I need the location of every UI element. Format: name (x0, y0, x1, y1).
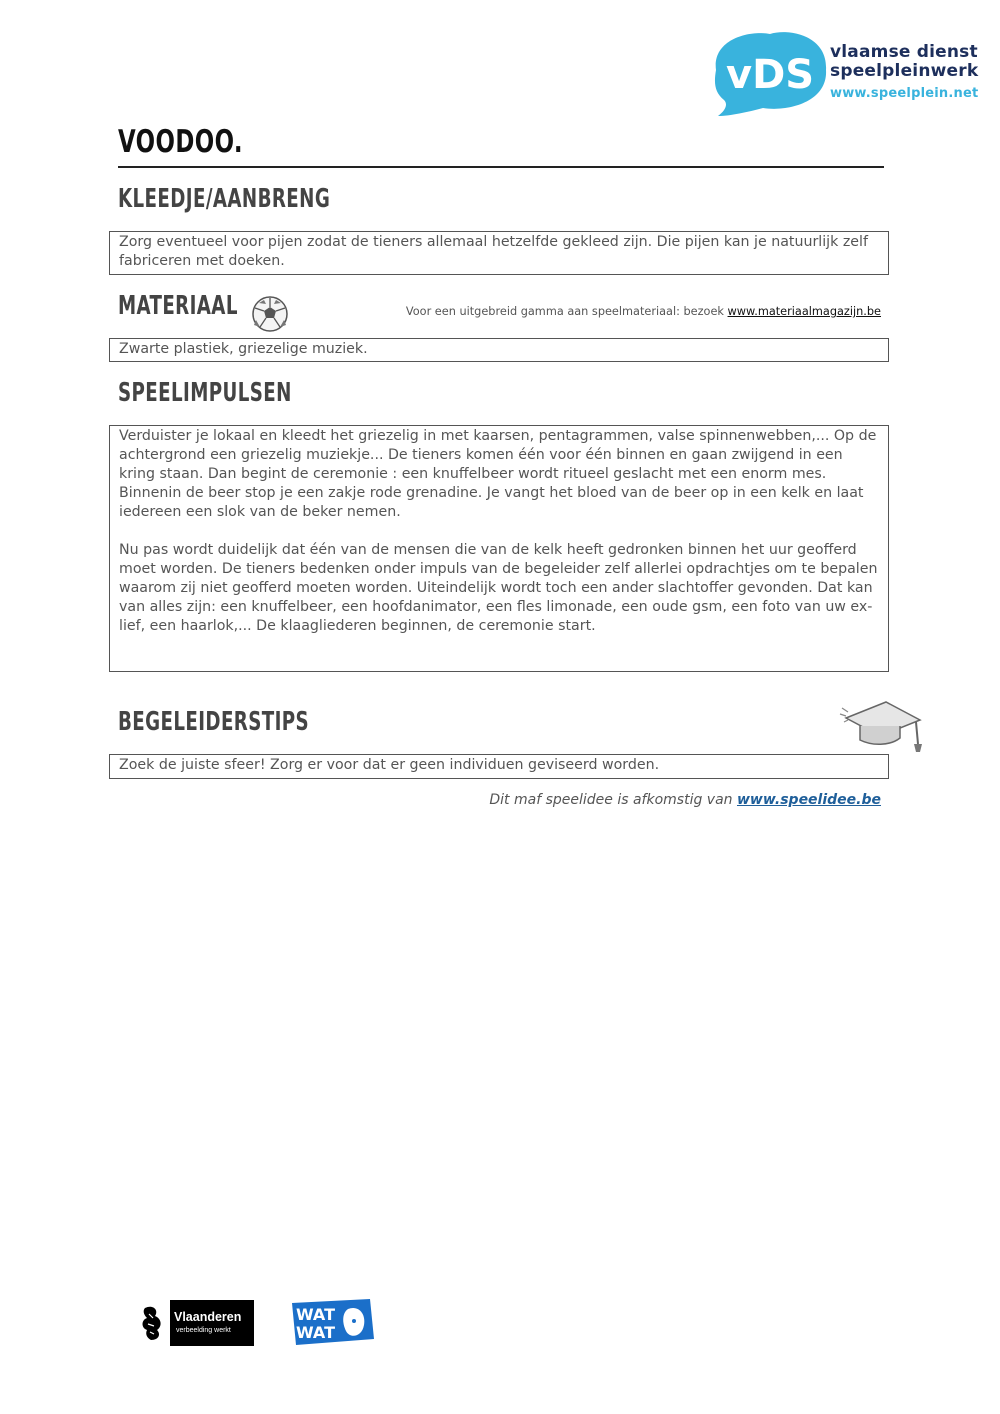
vlaanderen-tagline: verbeelding werkt (176, 1327, 231, 1334)
logo-line-1: vlaamse dienst (830, 42, 978, 62)
speelimpulsen-paragraph-2: Nu pas wordt duidelijk dat één van de mensen die van de kelk heeft gedronken binnen het uur geofferd moet worden. De tieners bedenken onder impuls van de begeleider zelf allerlei opdrachtjes om te bepalen waarom zij niet geofferd moeten worden. Uiteindelijk wordt toch een ander slachtoffer gevonden. Dat kan van alles zijn: een knuffelbeer, een hoofdanimator, een fles limonade, een oude gsm, een foto van uw ex-lief, een haarlok,... De klaagliederen beginnen, de ceremonie start. (119, 542, 878, 634)
title-divider (118, 166, 884, 168)
watwat-line-2: WAT (296, 1323, 335, 1342)
logo-mark-text: vDS (726, 52, 815, 98)
begeleiderstips-text: Zoek de juiste sfeer! Zorg er voor dat er geen individuen geviseerd worden. (119, 757, 660, 773)
flemish-lion-icon (135, 1300, 170, 1346)
materiaal-box (109, 338, 889, 362)
materiaal-text: Zwarte plastiek, griezelige muziek. (119, 341, 368, 357)
logo-url[interactable]: www.speelplein.net (830, 86, 979, 101)
section-heading-materiaal: MATERIAAL (118, 291, 238, 321)
kleedje-box (109, 231, 889, 275)
soccer-ball-icon (251, 295, 289, 333)
vlaanderen-logo (135, 1300, 254, 1346)
footer-note-text: Dit maf speelidee is afkomstig van (489, 792, 737, 808)
section-heading-speelimpulsen: SPEELIMPULSEN (118, 378, 292, 408)
page-title: VOODOO. (118, 124, 243, 160)
speelimpulsen-paragraph-1: Verduister je lokaal en kleedt het griezelig in met kaarsen, pentagrammen, valse spinnenwebben,... Op de achtergrond een griezelig muziekje... De tieners komen één voor één binnen en gaan zwijgend in een kring staan. Dan begint de ceremonie : een knuffelbeer wordt ritueel geslacht met een enorm mes. Binnenin de beer stop je een zakje rode grenadine. Je vangt het bloed van de beer op in een kelk en laat iedereen een slok van de beker nemen. (119, 428, 877, 520)
kleedje-text: Zorg eventueel voor pijen zodat de tieners allemaal hetzelfde gekleed zijn. Die pijen kan je natuurlijk zelf fabriceren met doeken. (119, 234, 868, 269)
materiaal-hint-text: Voor een uitgebreid gamma aan speelmateriaal: bezoek (405, 305, 728, 318)
watwat-logo (290, 1299, 374, 1345)
vlaanderen-name: Vlaanderen (174, 1310, 242, 1324)
speelimpulsen-box (109, 425, 889, 672)
section-heading-kleedje: KLEEDJE/AANBRENG (118, 184, 331, 214)
logo-line-2: speelpleinwerk (830, 61, 979, 81)
materiaalmagazijn-link[interactable]: www.materiaalmagazijn.be (727, 305, 881, 318)
begeleiderstips-box (109, 754, 889, 779)
footer-note (489, 792, 881, 808)
materiaal-hint (406, 305, 881, 318)
speelidee-link[interactable]: www.speelidee.be (736, 792, 881, 808)
section-heading-begeleiderstips: BEGELEIDERSTIPS (118, 707, 310, 737)
watwat-line-1: WAT (296, 1305, 335, 1324)
graduation-cap-icon (838, 696, 924, 758)
